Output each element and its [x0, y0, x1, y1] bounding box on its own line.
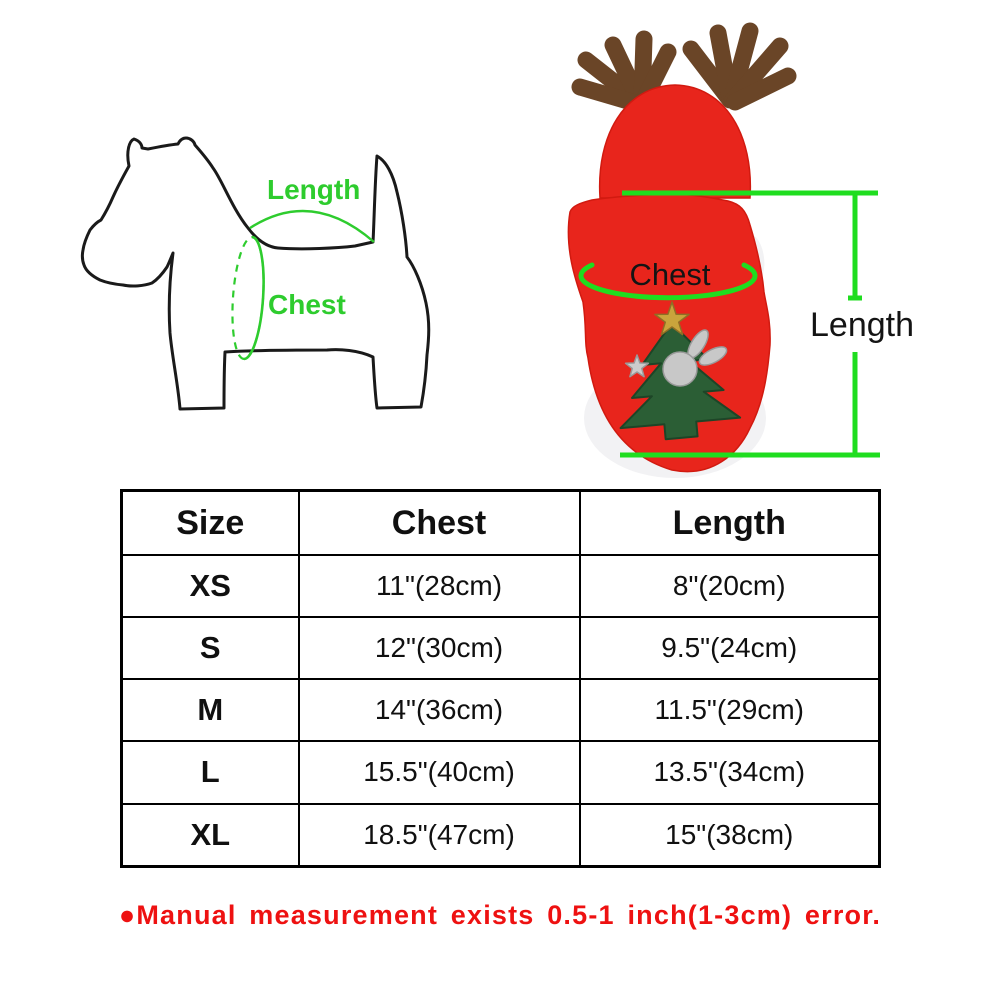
table-row — [122, 741, 880, 803]
size-value: XS — [122, 555, 299, 617]
length-value: 8"(20cm) — [580, 555, 880, 617]
size-value: S — [122, 617, 299, 679]
header-chest: Chest — [299, 491, 580, 556]
dog-measurement-diagram — [60, 100, 480, 450]
length-value: 11.5"(29cm) — [580, 679, 880, 741]
size-table-header-row — [122, 491, 880, 556]
table-row — [122, 679, 880, 741]
length-value: 15"(38cm) — [580, 804, 880, 867]
size-value: M — [122, 679, 299, 741]
chest-value: 14"(36cm) — [299, 679, 580, 741]
header-length: Length — [580, 491, 880, 556]
costume-length-label: Length — [810, 306, 914, 344]
measurement-error-note: ●Manual measurement exists 0.5-1 inch(1-3cm) error. — [118, 900, 882, 930]
size-value: XL — [122, 804, 299, 867]
costume-photo-diagram — [540, 20, 960, 480]
size-table — [120, 489, 881, 868]
table-row — [122, 617, 880, 679]
table-row — [122, 555, 880, 617]
dog-outline-drawing — [82, 138, 428, 409]
length-value: 9.5"(24cm) — [580, 617, 880, 679]
dog-length-arc — [250, 211, 374, 242]
chest-value: 18.5"(47cm) — [299, 804, 580, 867]
chest-value: 11"(28cm) — [299, 555, 580, 617]
table-row — [122, 804, 880, 867]
header-size: Size — [122, 491, 299, 556]
reindeer-antler-right — [691, 31, 788, 102]
chest-value: 12"(30cm) — [299, 617, 580, 679]
length-value: 13.5"(34cm) — [580, 741, 880, 803]
size-value: L — [122, 741, 299, 803]
costume-chest-label: Chest — [629, 257, 711, 292]
dog-length-label: Length — [267, 174, 361, 205]
chest-value: 15.5"(40cm) — [299, 741, 580, 803]
dog-chest-label: Chest — [268, 289, 346, 320]
